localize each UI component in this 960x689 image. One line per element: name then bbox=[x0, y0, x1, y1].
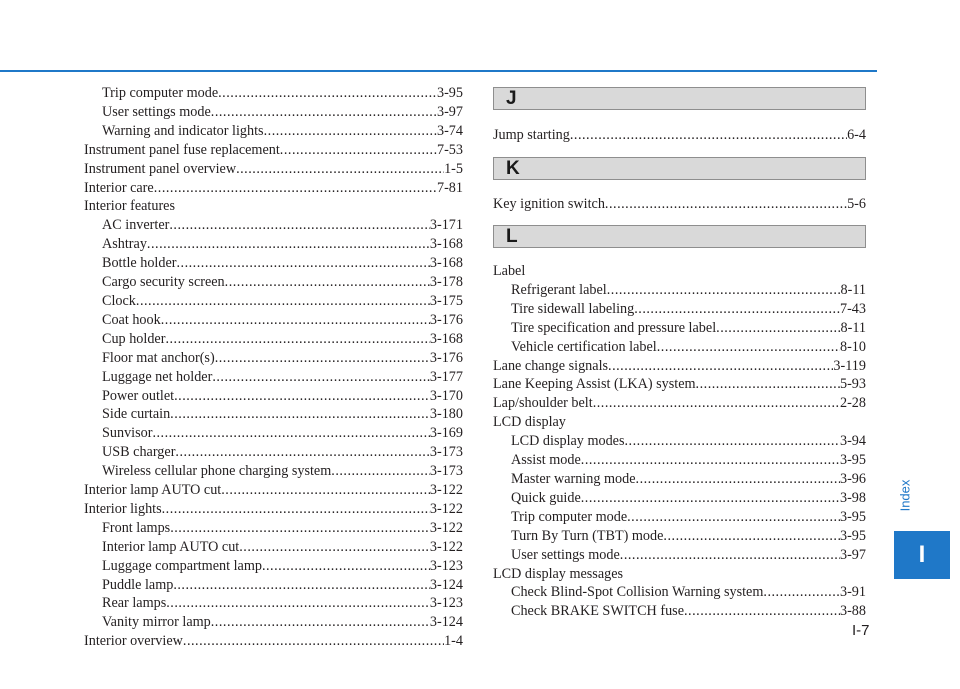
index-subentry bbox=[84, 424, 463, 443]
entry-text: Check BRAKE SWITCH fuse bbox=[511, 603, 684, 620]
dot-leader bbox=[162, 500, 430, 519]
entry-page-number: 7-43 bbox=[839, 300, 866, 317]
dot-leader bbox=[211, 613, 430, 632]
entry-page-number: 3-180 bbox=[429, 406, 463, 423]
entry-page-number: 3-168 bbox=[429, 330, 463, 347]
index-entry bbox=[493, 394, 866, 413]
entry-page-number: 3-98 bbox=[839, 489, 866, 506]
entry-text: Coat hook bbox=[102, 311, 161, 328]
index-entry bbox=[493, 262, 866, 281]
entry-page-number: 3-178 bbox=[429, 274, 463, 291]
index-subentry bbox=[84, 368, 463, 387]
section-letter-j: J bbox=[506, 88, 517, 109]
entry-page-number: 3-170 bbox=[429, 387, 463, 404]
entry-text: LCD display modes bbox=[511, 433, 625, 450]
entry-page-number: 3-177 bbox=[429, 368, 463, 385]
index-tab-letter: I bbox=[918, 541, 926, 568]
index-entry bbox=[84, 632, 463, 651]
entry-text: Trip computer mode bbox=[102, 85, 219, 101]
index-subentry bbox=[84, 387, 463, 406]
index-subentry bbox=[84, 84, 463, 103]
dot-leader bbox=[221, 481, 430, 500]
dot-leader bbox=[136, 292, 430, 311]
dot-leader bbox=[239, 538, 430, 557]
index-entry bbox=[493, 413, 866, 432]
dot-leader bbox=[716, 319, 840, 338]
entry-text: Bottle holder bbox=[102, 255, 177, 272]
dot-leader bbox=[225, 273, 430, 292]
index-subentry bbox=[84, 330, 463, 349]
index-subentry bbox=[84, 405, 463, 424]
dot-leader bbox=[763, 583, 840, 602]
entry-text: AC inverter bbox=[102, 217, 170, 234]
dot-leader bbox=[161, 311, 430, 330]
index-subentry bbox=[84, 273, 463, 292]
index-subentry bbox=[84, 594, 463, 613]
dot-leader bbox=[174, 387, 430, 406]
entry-text: Cup holder bbox=[102, 330, 166, 347]
entry-text: Luggage compartment lamp bbox=[102, 557, 262, 574]
entry-page-number: 3-95 bbox=[839, 508, 866, 525]
entry-page-number: 3-95 bbox=[436, 85, 463, 101]
entry-page-number: 3-168 bbox=[429, 236, 463, 253]
entry-text: Power outlet bbox=[102, 387, 175, 404]
entry-text: Tire specification and pressure label bbox=[511, 319, 717, 336]
dot-leader bbox=[166, 594, 430, 613]
index-entry bbox=[84, 500, 463, 519]
dot-leader bbox=[608, 357, 833, 376]
entry-page-number: 3-176 bbox=[429, 311, 463, 328]
entry-text: Check Blind-Spot Collision Warning system bbox=[511, 584, 764, 601]
entry-text: Turn By Turn (TBT) mode bbox=[511, 527, 664, 544]
entry-text: Wireless cellular phone charging system bbox=[102, 463, 332, 480]
entry-page-number: 3-176 bbox=[429, 349, 463, 366]
index-subentry bbox=[493, 451, 866, 470]
entry-text: Trip computer mode bbox=[511, 508, 628, 525]
dot-leader bbox=[581, 489, 840, 508]
dot-leader bbox=[169, 216, 430, 235]
entry-page-number: 3-169 bbox=[429, 425, 463, 442]
dot-leader bbox=[147, 235, 430, 254]
entry-text: Sunvisor bbox=[102, 425, 153, 442]
entry-text: LCD display bbox=[493, 414, 566, 431]
index-side-label bbox=[894, 470, 918, 530]
entry-page-number: 3-173 bbox=[429, 444, 463, 461]
entry-page-number: 3-175 bbox=[429, 292, 463, 309]
entry-page-number: 1-4 bbox=[444, 633, 463, 650]
index-entry bbox=[493, 126, 866, 145]
index-subentry bbox=[84, 538, 463, 557]
entry-text: Label bbox=[493, 263, 526, 279]
entry-page-number: 6-4 bbox=[847, 127, 866, 143]
entry-text: Vanity mirror lamp bbox=[102, 614, 211, 631]
entry-text: Interior features bbox=[84, 198, 175, 215]
entry-text: Cargo security screen bbox=[102, 274, 225, 291]
index-entry bbox=[493, 375, 866, 394]
entry-page-number: 7-81 bbox=[436, 179, 463, 196]
section-header-l bbox=[493, 225, 866, 248]
entry-page-number: 3-122 bbox=[429, 482, 463, 499]
index-entry bbox=[84, 197, 463, 216]
section-letter-l: L bbox=[506, 226, 518, 247]
index-entry bbox=[493, 357, 866, 376]
entry-text: Lane Keeping Assist (LKA) system bbox=[493, 376, 696, 393]
entry-page-number: 3-74 bbox=[436, 122, 463, 139]
entry-page-number: 3-122 bbox=[429, 519, 463, 536]
entry-text: Lane change signals bbox=[493, 357, 609, 374]
entry-text: Clock bbox=[102, 292, 136, 309]
dot-leader bbox=[570, 126, 847, 145]
index-subentry bbox=[84, 292, 463, 311]
entry-page-number: 3-96 bbox=[839, 470, 866, 487]
index-subentry bbox=[84, 613, 463, 632]
entry-page-number: 3-95 bbox=[839, 527, 866, 544]
dot-leader bbox=[173, 576, 430, 595]
dot-leader bbox=[175, 443, 429, 462]
section-header-j bbox=[493, 87, 866, 110]
dot-leader bbox=[152, 424, 429, 443]
index-section-j bbox=[493, 126, 866, 145]
index-subentry bbox=[493, 602, 866, 621]
dot-leader bbox=[627, 508, 840, 527]
entry-text: Warning and indicator lights bbox=[102, 122, 264, 139]
entry-text: Lap/shoulder belt bbox=[493, 395, 593, 412]
index-entry bbox=[84, 141, 463, 160]
entry-page-number: 8-10 bbox=[839, 338, 866, 355]
index-subentry bbox=[84, 254, 463, 273]
index-subentry bbox=[493, 338, 866, 357]
entry-page-number: 3-124 bbox=[429, 576, 463, 593]
dot-leader bbox=[625, 432, 840, 451]
index-subentry bbox=[493, 281, 866, 300]
dot-leader bbox=[593, 394, 840, 413]
entry-text: Tire sidewall labeling bbox=[511, 300, 635, 317]
entry-text: User settings mode bbox=[102, 103, 211, 120]
index-subentry bbox=[84, 235, 463, 254]
dot-leader bbox=[183, 632, 444, 651]
index-subentry bbox=[493, 489, 866, 508]
index-section-k bbox=[493, 195, 866, 214]
entry-page-number: 7-53 bbox=[436, 141, 463, 158]
index-entry bbox=[493, 195, 866, 214]
dot-leader bbox=[262, 557, 430, 576]
dot-leader bbox=[170, 519, 430, 538]
entry-text: Interior lights bbox=[84, 500, 162, 517]
index-subentry bbox=[84, 122, 463, 141]
index-subentry bbox=[84, 576, 463, 595]
entry-text: Instrument panel overview bbox=[84, 160, 237, 177]
entry-text: Interior overview bbox=[84, 633, 183, 650]
index-subentry bbox=[84, 311, 463, 330]
entry-page-number: 3-119 bbox=[833, 357, 866, 374]
entry-page-number: 3-171 bbox=[429, 217, 463, 234]
entry-page-number: 3-122 bbox=[429, 500, 463, 517]
entry-page-number: 3-95 bbox=[839, 452, 866, 469]
index-subentry bbox=[84, 349, 463, 368]
index-subentry bbox=[493, 583, 866, 602]
index-label-text: Index bbox=[897, 479, 913, 512]
dot-leader bbox=[211, 103, 437, 122]
entry-text: USB charger bbox=[102, 444, 176, 461]
dot-leader bbox=[634, 300, 840, 319]
index-subentry bbox=[493, 470, 866, 489]
entry-text: Ashtray bbox=[102, 236, 147, 253]
dot-leader bbox=[684, 602, 840, 621]
dot-leader bbox=[236, 160, 444, 179]
entry-page-number: 8-11 bbox=[840, 281, 866, 298]
index-letter-tab bbox=[894, 531, 950, 579]
dot-leader bbox=[170, 405, 430, 424]
dot-leader bbox=[215, 349, 430, 368]
index-subentry bbox=[493, 508, 866, 527]
entry-text: Master warning mode bbox=[511, 470, 636, 487]
entry-text: Quick guide bbox=[511, 489, 581, 506]
index-subentry bbox=[493, 319, 866, 338]
entry-text: Luggage net holder bbox=[102, 368, 213, 385]
dot-leader bbox=[696, 375, 840, 394]
entry-text: Side curtain bbox=[102, 406, 171, 423]
entry-page-number: 8-11 bbox=[840, 319, 866, 336]
entry-page-number: 3-97 bbox=[839, 546, 866, 563]
entry-text: Front lamps bbox=[102, 519, 171, 536]
entry-page-number: 3-122 bbox=[429, 538, 463, 555]
index-subentry bbox=[84, 519, 463, 538]
entry-text: Interior lamp AUTO cut bbox=[102, 538, 240, 555]
entry-text: Floor mat anchor(s) bbox=[102, 349, 215, 366]
section-letter-k: K bbox=[506, 158, 520, 179]
index-subentry bbox=[493, 432, 866, 451]
dot-leader bbox=[280, 141, 437, 160]
index-subentry bbox=[84, 443, 463, 462]
index-column-left bbox=[84, 84, 463, 651]
index-entry bbox=[84, 481, 463, 500]
entry-page-number: 5-93 bbox=[839, 376, 866, 393]
entry-text: Assist mode bbox=[511, 452, 581, 469]
index-subentry bbox=[84, 216, 463, 235]
entry-page-number: 3-97 bbox=[436, 103, 463, 120]
dot-leader bbox=[663, 527, 840, 546]
dot-leader bbox=[165, 330, 429, 349]
entry-text: Jump starting bbox=[493, 127, 570, 143]
entry-page-number: 3-123 bbox=[429, 557, 463, 574]
entry-text: Interior care bbox=[84, 179, 154, 196]
entry-page-number: 3-123 bbox=[429, 595, 463, 612]
entry-text: Puddle lamp bbox=[102, 576, 174, 593]
index-subentry bbox=[84, 103, 463, 122]
dot-leader bbox=[212, 368, 430, 387]
header-rule bbox=[0, 70, 877, 72]
entry-page-number: 5-6 bbox=[847, 196, 866, 212]
entry-text: Refrigerant label bbox=[511, 281, 607, 298]
page-number: I-7 bbox=[852, 622, 870, 639]
entry-text: Instrument panel fuse replacement bbox=[84, 141, 280, 158]
entry-text: Vehicle certification label bbox=[511, 338, 657, 355]
index-subentry bbox=[493, 527, 866, 546]
dot-leader bbox=[620, 546, 840, 565]
dot-leader bbox=[264, 122, 437, 141]
entry-page-number: 3-88 bbox=[839, 603, 866, 620]
dot-leader bbox=[605, 195, 847, 214]
index-section-l bbox=[493, 262, 866, 621]
entry-page-number: 1-5 bbox=[444, 160, 463, 177]
dot-leader bbox=[331, 462, 430, 481]
dot-leader bbox=[581, 451, 840, 470]
dot-leader bbox=[218, 84, 437, 103]
dot-leader bbox=[176, 254, 429, 273]
dot-leader bbox=[607, 281, 841, 300]
entry-page-number: 3-124 bbox=[429, 614, 463, 631]
entry-text: User settings mode bbox=[511, 546, 620, 563]
entry-page-number: 3-168 bbox=[429, 255, 463, 272]
entry-text: Interior lamp AUTO cut bbox=[84, 482, 222, 499]
index-subentry bbox=[493, 546, 866, 565]
index-subentry bbox=[84, 462, 463, 481]
entry-text: Rear lamps bbox=[102, 595, 167, 612]
index-entry bbox=[84, 160, 463, 179]
entry-page-number: 2-28 bbox=[839, 395, 866, 412]
dot-leader bbox=[154, 179, 437, 198]
dot-leader bbox=[657, 338, 840, 357]
index-entry bbox=[493, 565, 866, 584]
entry-page-number: 3-91 bbox=[839, 584, 866, 601]
index-entry bbox=[84, 179, 463, 198]
index-subentry bbox=[84, 557, 463, 576]
entry-page-number: 3-94 bbox=[839, 433, 866, 450]
entry-text: LCD display messages bbox=[493, 565, 624, 582]
dot-leader bbox=[636, 470, 840, 489]
entry-page-number: 3-173 bbox=[429, 463, 463, 480]
section-header-k bbox=[493, 157, 866, 180]
index-subentry bbox=[493, 300, 866, 319]
entry-text: Key ignition switch bbox=[493, 196, 605, 212]
